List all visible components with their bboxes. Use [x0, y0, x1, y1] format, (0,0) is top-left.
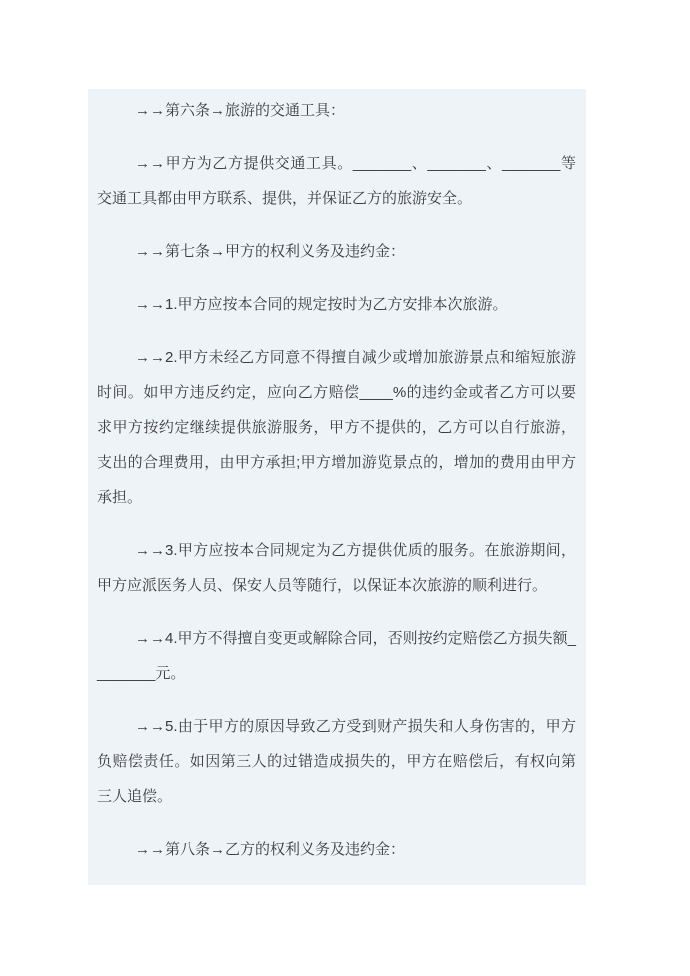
- clause-7-item-2: →→2.甲方未经乙方同意不得擅自减少或增加旅游景点和缩短旅游时间。如甲方违反约定，应向乙方赔偿____%的违约金或者乙方可以要求甲方按约定继续提供旅游服务，甲方不提供的，乙方可以自行旅游，支出的合理费用，由甲方承担;甲方增加游览景点的，增加的费用由甲方承担。: [97, 349, 576, 506]
- clause-7-item-1: →→1.甲方应按本合同的规定按时为乙方安排本次旅游。: [135, 296, 508, 313]
- clause-6-heading: →→第六条→旅游的交通工具：: [135, 102, 346, 119]
- clause-7-item-4: →→4.甲方不得擅自变更或解除合同，否则按约定赔偿乙方损失额________元。: [97, 630, 576, 682]
- clause-6-body: →→甲方为乙方提供交通工具。_______、_______、_______等交通工具都由甲方联系、提供，并保证乙方的旅游安全。: [97, 155, 576, 207]
- clause-8-heading: →→第八条→乙方的权利义务及违约金：: [135, 841, 406, 858]
- contract-text-panel: [88, 89, 586, 885]
- clause-7-item-3: →→3.甲方应按本合同规定为乙方提供优质的服务。在旅游期间，甲方应派医务人员、保安人员等随行，以保证本次旅游的顺利进行。: [97, 542, 576, 594]
- clause-7-heading: →→第七条→甲方的权利义务及违约金：: [135, 243, 406, 260]
- clause-7-item-5: →→5.由于甲方的原因导致乙方受到财产损失和人身伤害的，甲方负赔偿责任。如因第三人的过错造成损失的，甲方在赔偿后，有权向第三人追偿。: [97, 718, 576, 805]
